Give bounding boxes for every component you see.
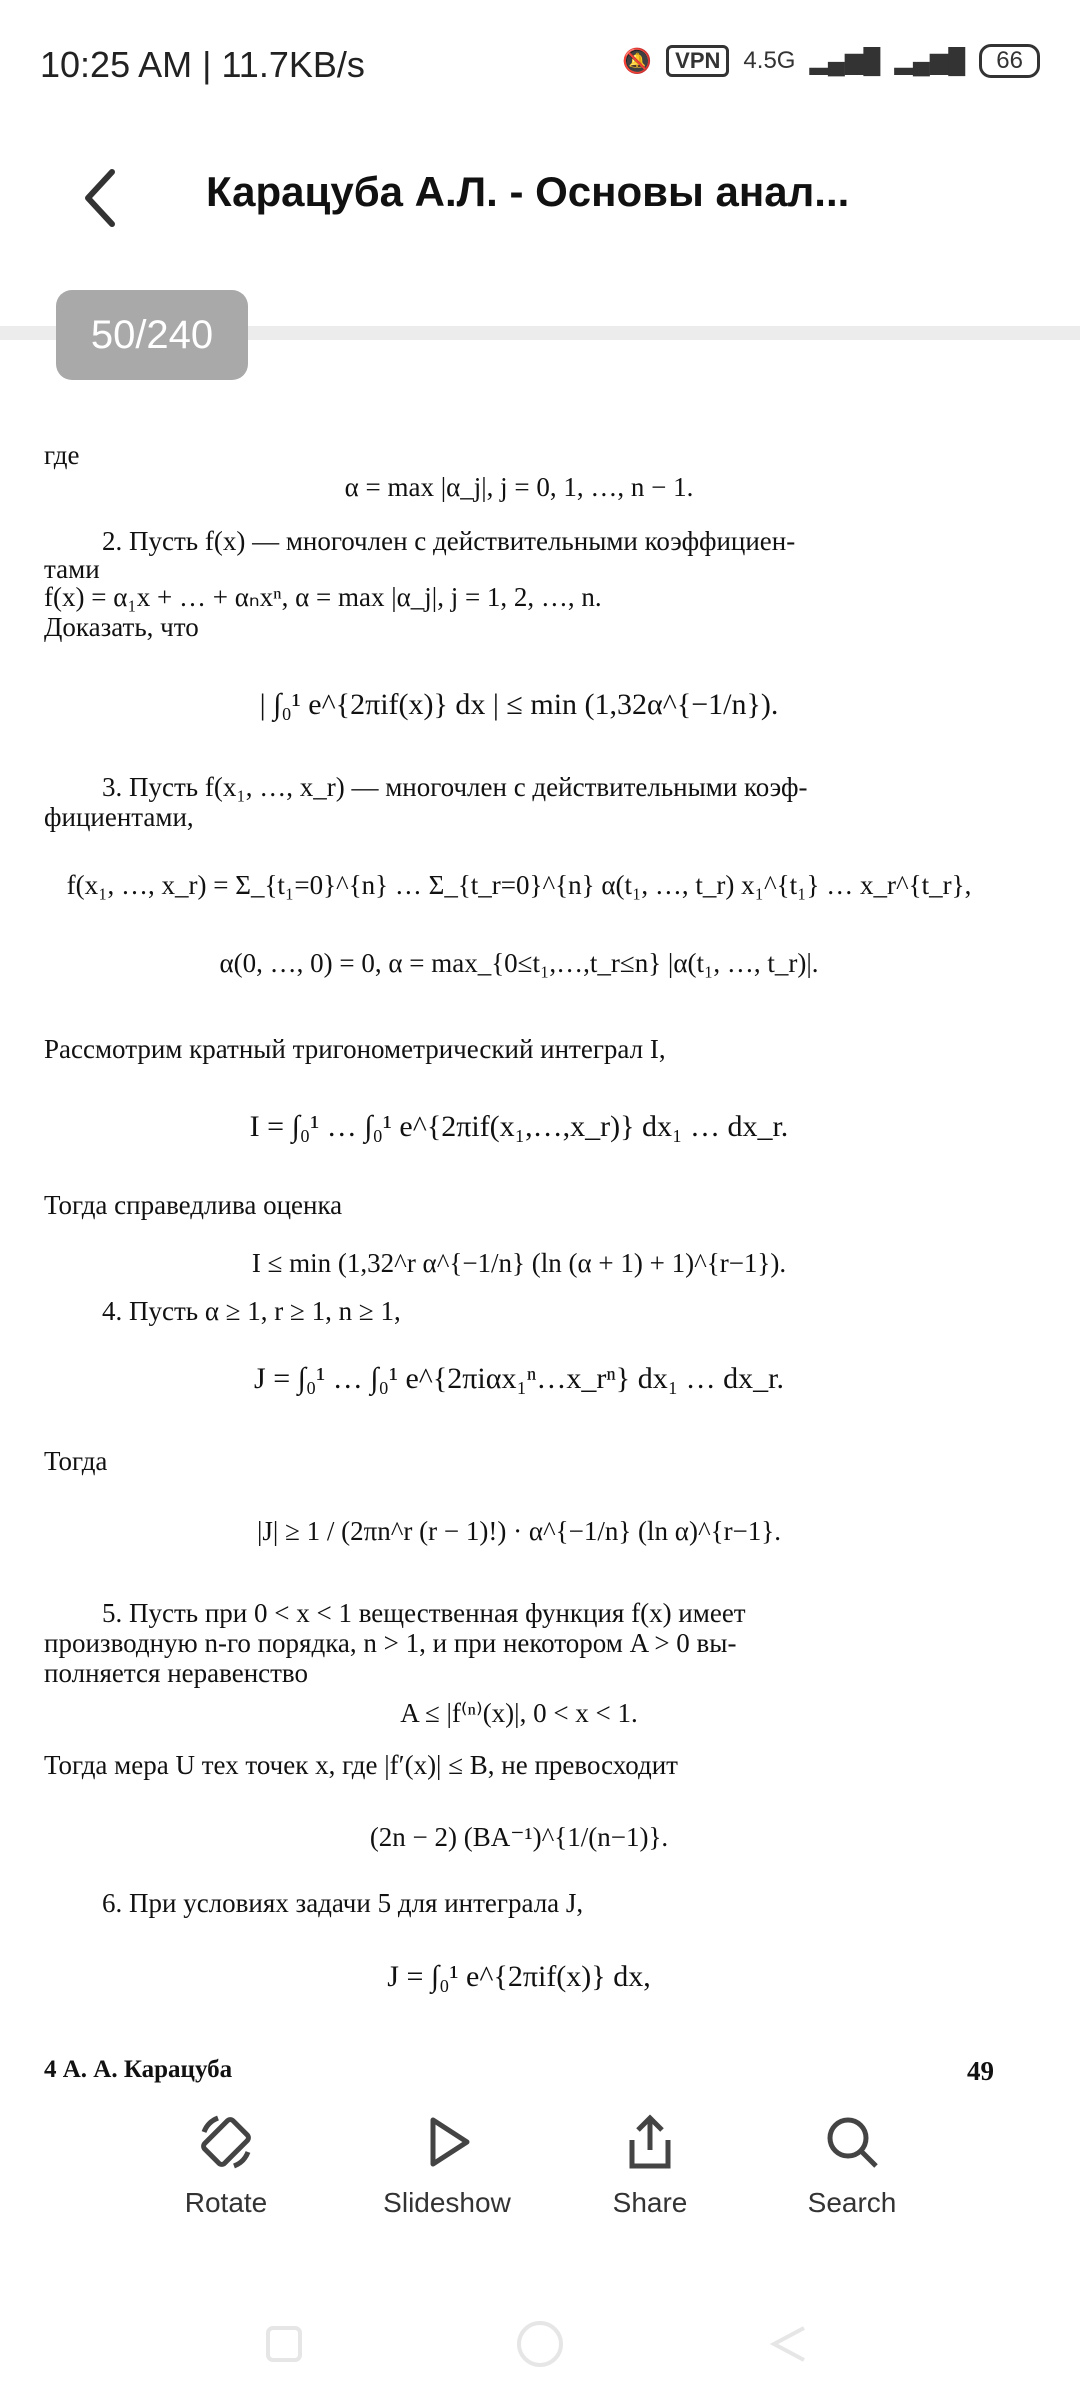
home-icon[interactable] bbox=[514, 2318, 566, 2370]
page-line: 4. Пусть α ≥ 1, r ≥ 1, n ≥ 1, bbox=[102, 1296, 401, 1326]
signal-icon-2: ▂▄▆█ bbox=[894, 47, 966, 75]
network-type: 4.5G bbox=[743, 47, 796, 74]
rotate-button[interactable] bbox=[136, 2110, 316, 2219]
page-number: 49 bbox=[967, 2056, 994, 2086]
rotate-label: Rotate bbox=[184, 2187, 268, 2218]
page-line: 6. При условиях задачи 5 для интеграла J, bbox=[102, 1888, 584, 1918]
page-line: Тогда bbox=[44, 1446, 108, 1476]
search-button[interactable] bbox=[762, 2110, 942, 2219]
page-line: 3. Пусть f(x₁, …, x_r) — многочлен с действительными коэф- bbox=[102, 772, 808, 802]
system-nav-bar bbox=[0, 2300, 1080, 2400]
formula-line: α = max |α_j|, j = 0, 1, …, n − 1. bbox=[344, 472, 694, 502]
search-icon bbox=[820, 2110, 884, 2174]
page-indicator: 50/240 bbox=[56, 290, 248, 380]
page-footer-author: 4 А. А. Карацуба bbox=[44, 2056, 233, 2083]
page-line: фициентами, bbox=[44, 802, 194, 832]
slideshow-button[interactable] bbox=[357, 2110, 537, 2219]
formula-line: A ≤ |f⁽ⁿ⁾(x)|, 0 < x < 1. bbox=[400, 1698, 638, 1728]
document-title: Карацуба А.Л. - Основы анал... bbox=[206, 168, 850, 215]
status-bar bbox=[0, 0, 1080, 130]
battery-icon: 66 bbox=[979, 44, 1040, 78]
app-bar bbox=[0, 130, 1080, 270]
page-line: Рассмотрим кратный тригонометрический интеграл I, bbox=[44, 1034, 666, 1064]
chevron-left-icon bbox=[70, 158, 130, 238]
formula-line: f(x) = α₁x + … + αₙxⁿ, α = max |α_j|, j = 1, 2, …, n. bbox=[44, 582, 602, 612]
signal-icon: ▂▄▆█ bbox=[809, 47, 881, 75]
formula-line: I ≤ min (1,32^r α^{−1/n} (ln (α + 1) + 1)^{r−1}). bbox=[251, 1248, 787, 1278]
back-nav-icon[interactable] bbox=[766, 2322, 810, 2366]
page-line: Тогда мера U тех точек x, где |f′(x)| ≤ B, не превосходит bbox=[44, 1750, 678, 1780]
formula-line: |J| ≥ 1 / (2πn^r (r − 1)!) · α^{−1/n} (ln α)^{r−1}. bbox=[257, 1516, 781, 1546]
mute-icon: 🔕 bbox=[622, 47, 653, 75]
page-line: 5. Пусть при 0 < x < 1 вещественная функция f(x) имеет bbox=[102, 1598, 746, 1628]
status-icons bbox=[622, 44, 1040, 78]
share-button[interactable] bbox=[560, 2110, 740, 2219]
page-line: Тогда справедлива оценка bbox=[44, 1190, 343, 1220]
formula-line: α(0, …, 0) = 0, α = max_{0≤t₁,…,t_r≤n} |α(t₁, …, t_r)|. bbox=[219, 948, 819, 978]
status-time: 10:25 AM | 11.7KB/s bbox=[40, 44, 365, 85]
page-line: Доказать, что bbox=[44, 612, 199, 642]
formula-line: J = ∫₀¹ e^{2πif(x)} dx, bbox=[387, 1960, 651, 1993]
formula-line: f(x₁, …, x_r) = Σ_{t₁=0}^{n} … Σ_{t_r=0}^{n} α(t₁, …, t_r) x₁^{t₁} … x_r^{t_r}, bbox=[66, 870, 972, 900]
formula-line: | ∫₀¹ e^{2πif(x)} dx | ≤ min (1,32α^{−1/n}). bbox=[259, 688, 779, 721]
formula-line: (2n − 2) (BA⁻¹)^{1/(n−1)}. bbox=[369, 1822, 669, 1852]
share-icon bbox=[618, 2110, 682, 2174]
page-line: где bbox=[44, 440, 80, 470]
vpn-badge: VPN bbox=[666, 45, 729, 77]
page-line: производную n-го порядка, n > 1, и при некотором A > 0 вы- bbox=[44, 1628, 737, 1658]
formula-line: I = ∫₀¹ … ∫₀¹ e^{2πif(x₁,…,x_r)} dx₁ … dx_r. bbox=[249, 1110, 789, 1143]
formula-line: J = ∫₀¹ … ∫₀¹ e^{2πiαx₁ⁿ…x_rⁿ} dx₁ … dx_r. bbox=[254, 1362, 784, 1395]
page-line: 2. Пусть f(x) — многочлен с действительными коэффициен- bbox=[102, 526, 796, 556]
search-label: Search bbox=[807, 2187, 897, 2218]
play-icon bbox=[415, 2110, 479, 2174]
rotate-icon bbox=[194, 2110, 258, 2174]
back-button[interactable] bbox=[70, 158, 150, 238]
slideshow-label: Slideshow bbox=[383, 2187, 511, 2218]
page-line: полняется неравенство bbox=[44, 1658, 308, 1688]
bottom-toolbar bbox=[0, 2110, 1080, 2260]
recents-icon[interactable] bbox=[262, 2322, 306, 2366]
page-line: тами bbox=[44, 554, 100, 584]
share-label: Share bbox=[612, 2187, 688, 2218]
